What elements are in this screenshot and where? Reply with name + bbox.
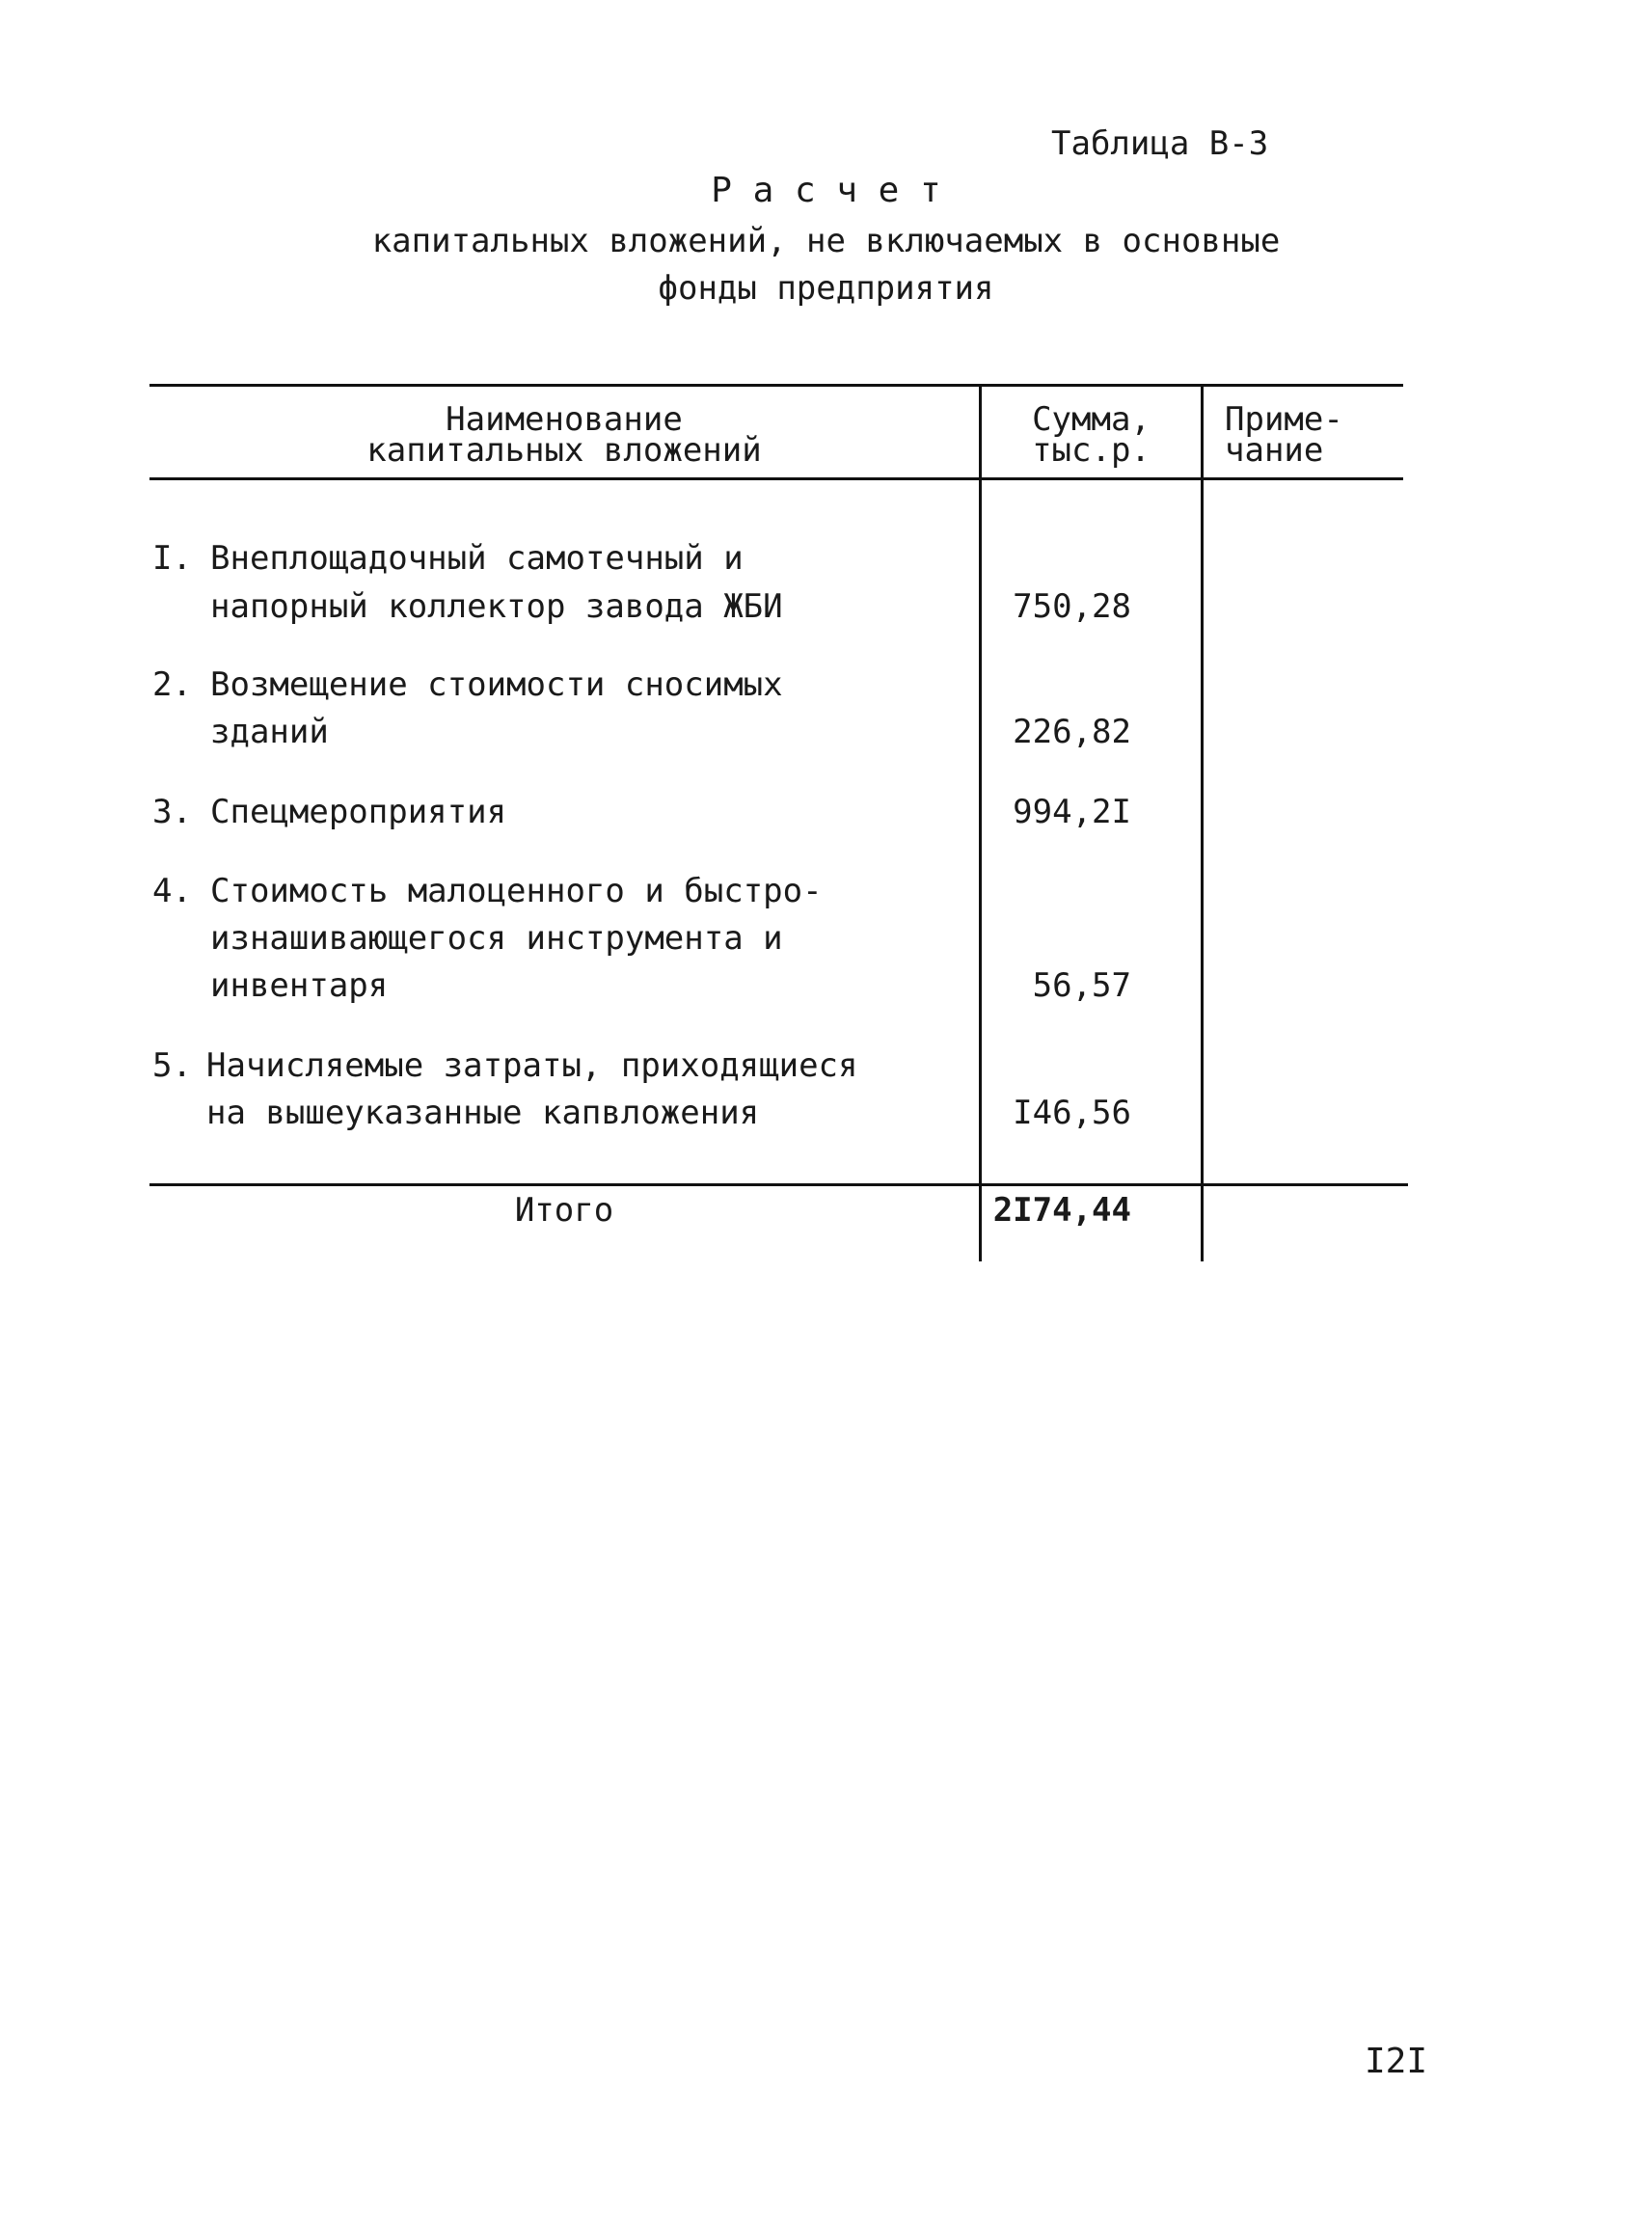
title-line-1: Р а с ч е т [711, 171, 941, 210]
row-text-line: Внеплощадочный самотечный и [210, 539, 744, 578]
header-sum-line-1: Сумма, [1032, 400, 1151, 439]
row-text-line: изнашивающегося инструмента и [210, 919, 783, 958]
table-label: Таблица В-3 [1051, 124, 1269, 163]
row-value: I46,56 [1013, 1094, 1131, 1132]
total-value: 2I74,44 [992, 1191, 1131, 1230]
row-text-line: инвентаря [210, 966, 389, 1005]
header-name-line-1: Наименование [446, 400, 683, 439]
row-number: 4. [152, 872, 192, 910]
row-text-line: Возмещение стоимости сносимых [210, 665, 783, 704]
title-line-3: фонды предприятия [658, 269, 994, 308]
row-text-line: на вышеуказанные капвложения [206, 1094, 760, 1132]
row-text-line: напорный коллектор завода ЖБИ [210, 587, 783, 626]
table-total-rule [149, 1183, 1408, 1186]
title-line-2: капитальных вложений, не включаемых в основные [371, 222, 1281, 260]
page-number: I2I [1365, 2042, 1428, 2081]
row-value: 750,28 [1013, 587, 1131, 626]
header-sum-line-2: тыс.р. [1032, 431, 1151, 470]
row-text-line: зданий [210, 713, 329, 751]
row-text-line: Начисляемые затраты, приходящиеся [206, 1046, 858, 1085]
table-top-rule [149, 384, 1403, 387]
row-value: 226,82 [1013, 713, 1131, 751]
row-number: 5. [152, 1046, 192, 1085]
row-text-line: Стоимость малоценного и быстро- [210, 872, 823, 910]
column-divider-note [1201, 384, 1204, 1261]
row-value: 56,57 [1032, 966, 1131, 1005]
row-number: 3. [152, 793, 192, 831]
header-note-line-2: чание [1225, 431, 1324, 470]
row-number: I. [152, 539, 192, 578]
table-header-rule [149, 477, 1403, 480]
row-number: 2. [152, 665, 192, 704]
header-note-line-1: Приме- [1225, 400, 1343, 439]
total-label: Итого [514, 1191, 614, 1230]
column-divider-sum [979, 384, 982, 1261]
row-value: 994,2I [1013, 793, 1131, 831]
header-name-line-2: капитальных вложений [366, 431, 762, 470]
row-text-line: Спецмероприятия [210, 793, 507, 831]
